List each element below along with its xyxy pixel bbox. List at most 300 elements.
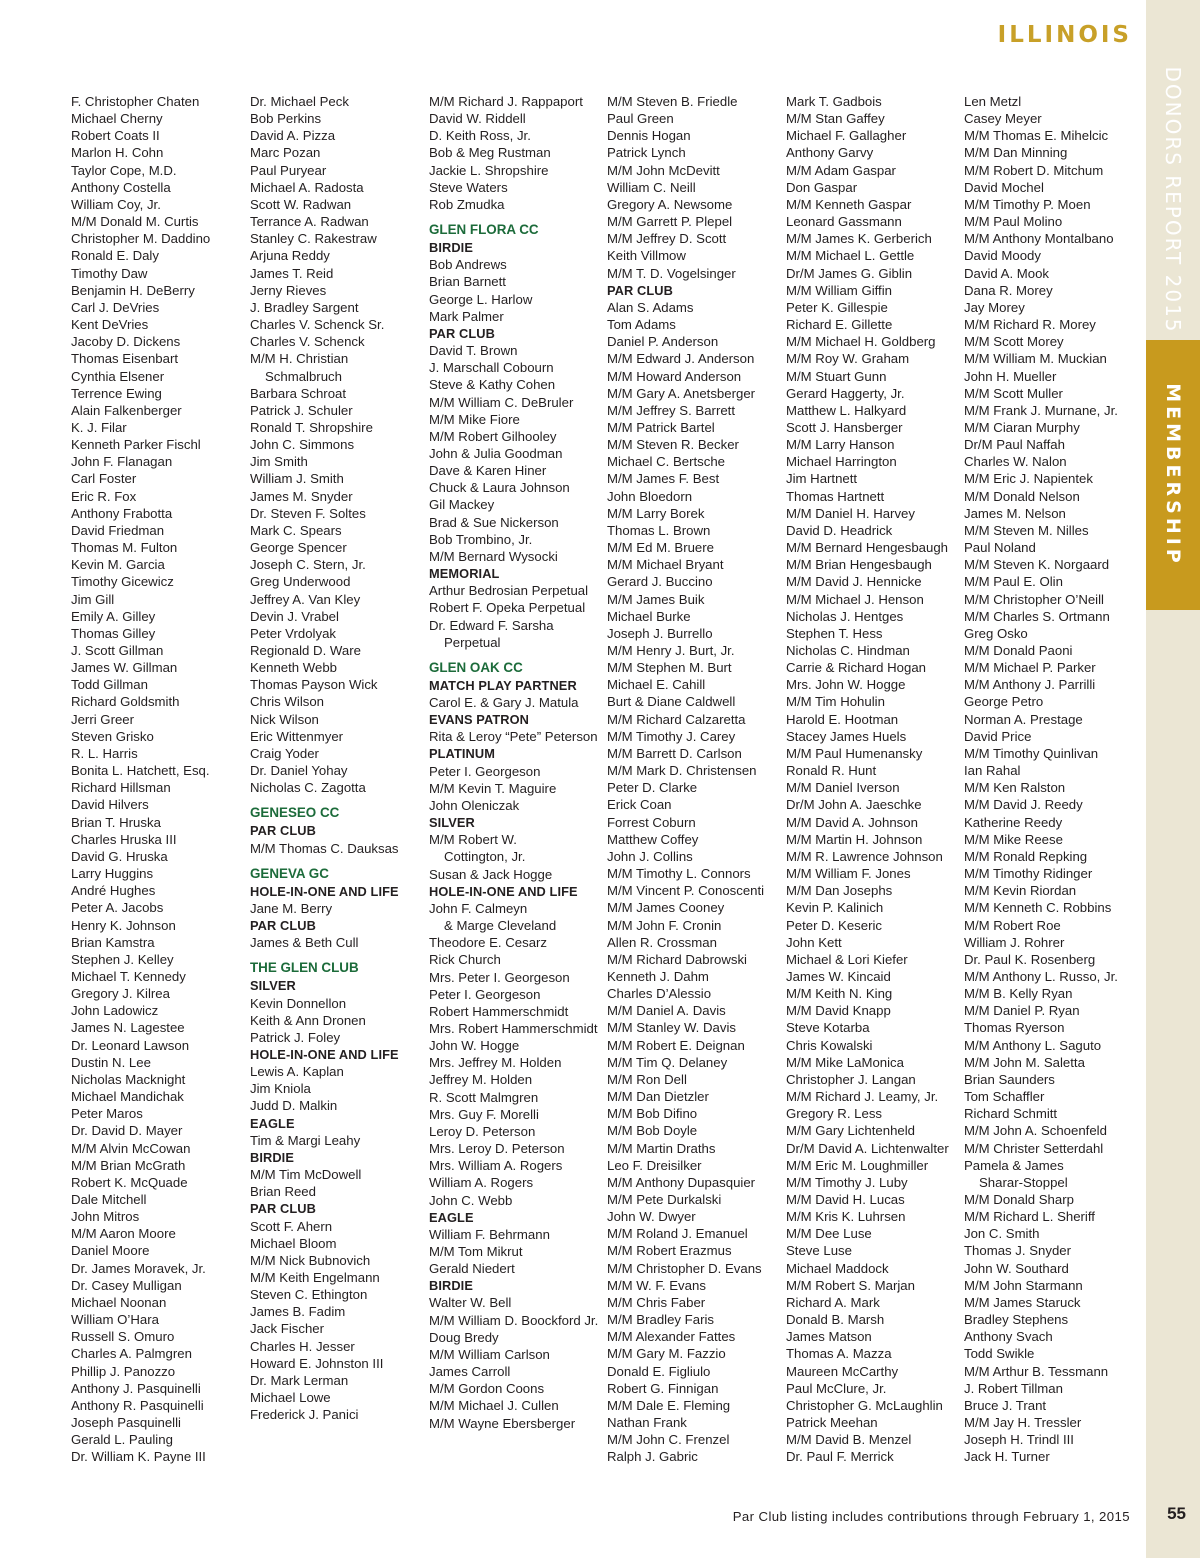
donor-name: Brian Saunders bbox=[964, 1071, 1055, 1087]
donor-name: Tom Schaffler bbox=[964, 1089, 1045, 1105]
donor-name: M/M John C. Frenzel bbox=[607, 1432, 730, 1448]
donor-name: Charles Hruska III bbox=[71, 831, 177, 847]
donor-name: M/M Paul E. Olin bbox=[964, 574, 1063, 590]
donor-name: M/M Bernard Hengesbaugh bbox=[786, 540, 949, 556]
donor-name: Mark T. Gadbois bbox=[786, 94, 882, 109]
donor-name: M/M Stuart Gunn bbox=[786, 368, 887, 384]
donor-name: M/M Dan Minning bbox=[964, 145, 1068, 161]
donor-name: M/M John M. Saletta bbox=[964, 1054, 1085, 1070]
donor-name: Carrie & Richard Hogan bbox=[786, 660, 926, 676]
report-title: DONORS REPORT 2015 bbox=[1161, 66, 1185, 334]
donor-name: M/M Robert E. Deignan bbox=[607, 1037, 745, 1053]
donor-name: Maureen McCarthy bbox=[786, 1363, 899, 1379]
donor-name: George Petro bbox=[964, 694, 1044, 710]
donor-name: M/M Bob Difino bbox=[607, 1106, 698, 1122]
donor-name: M/M Roland J. Emanuel bbox=[607, 1226, 748, 1242]
donor-name: Patrick Meehan bbox=[786, 1415, 878, 1431]
donor-name: James Matson bbox=[786, 1329, 872, 1345]
donor-name: M/M Eric M. Loughmiller bbox=[786, 1157, 929, 1173]
donor-name: Matthew L. Halkyard bbox=[786, 402, 907, 418]
donor-name: Stephen J. Kelley bbox=[71, 951, 174, 967]
donor-level-heading: PAR CLUB bbox=[250, 1201, 316, 1217]
donor-name: M/M James Cooney bbox=[607, 900, 725, 916]
donor-name: Joseph Pasquinelli bbox=[71, 1415, 181, 1431]
donor-name: M/M Richard L. Sheriff bbox=[964, 1209, 1095, 1225]
donor-name: M/M Robert Erazmus bbox=[607, 1243, 732, 1259]
donor-name: John C. Webb bbox=[429, 1192, 513, 1208]
donor-name: Thomas Ryerson bbox=[964, 1020, 1065, 1036]
donor-name: Dustin N. Lee bbox=[71, 1054, 151, 1070]
donor-name: Steve & Kathy Cohen bbox=[429, 377, 556, 393]
donor-name: Joseph C. Stern, Jr. bbox=[250, 557, 366, 573]
donor-name: John Mitros bbox=[71, 1209, 140, 1225]
donor-name: Dave & Karen Hiner bbox=[429, 463, 547, 479]
donor-name: M/M Michael J. Cullen bbox=[429, 1398, 559, 1414]
donor-name: Robert Coats II bbox=[71, 128, 160, 144]
donor-name: Peter A. Jacobs bbox=[71, 900, 164, 916]
donor-name: Robert G. Finnigan bbox=[607, 1380, 719, 1396]
donor-name: Michael Noonan bbox=[71, 1294, 167, 1310]
donor-name: Jeffrey A. Van Kley bbox=[250, 591, 361, 607]
donor-name: Thomas L. Brown bbox=[607, 522, 711, 538]
donor-name: M/M Ed M. Bruere bbox=[607, 540, 714, 556]
donor-name: Jerny Rieves bbox=[250, 282, 327, 298]
donor-name: M/M Alexander Fattes bbox=[607, 1329, 736, 1345]
donor-name: Jane M. Berry bbox=[250, 900, 333, 916]
donor-name: Leroy D. Peterson bbox=[429, 1123, 536, 1139]
donor-name: M/M Ken Ralston bbox=[964, 780, 1066, 796]
donor-name: M/M Gary M. Fazzio bbox=[607, 1346, 726, 1362]
donor-name: M/M Thomas C. Dauksas bbox=[250, 840, 399, 856]
club-name: GENEVA GC bbox=[250, 865, 329, 881]
donor-name: M/M Keith Engelmann bbox=[250, 1270, 380, 1285]
donor-name: M/M Donald M. Curtis bbox=[71, 214, 199, 230]
donor-name: M/M Kris K. Luhrsen bbox=[786, 1209, 906, 1225]
donor-name: M/M Paul Molino bbox=[964, 214, 1063, 230]
donor-name: M/M Richard J. Leamy, Jr. bbox=[786, 1089, 939, 1105]
donor-name: M/M Richard Dabrowski bbox=[607, 951, 747, 967]
donor-name: K. J. Filar bbox=[71, 419, 127, 435]
donor-name: M/M Timothy P. Moen bbox=[964, 196, 1091, 212]
donor-name: James M. Nelson bbox=[964, 505, 1066, 521]
donor-name: M/M Jeffrey S. Barrett bbox=[607, 402, 735, 418]
donor-name: William J. Rohrer bbox=[964, 934, 1065, 950]
donor-name: Peter I. Georgeson bbox=[429, 763, 541, 779]
donor-name: David D. Headrick bbox=[786, 522, 893, 538]
donor-name: Matthew Coffey bbox=[607, 831, 699, 847]
donor-name: M/M Donald Sharp bbox=[964, 1192, 1074, 1207]
donor-name: M/M Ronald Repking bbox=[964, 848, 1088, 864]
donor-name: M/M Michael P. Parker bbox=[964, 660, 1096, 676]
donor-name: Kevin P. Kalinich bbox=[786, 900, 884, 916]
donor-name: John Oleniczak bbox=[429, 797, 520, 813]
donor-name: M/M Christopher O’Neill bbox=[964, 591, 1104, 607]
donor-name: Michael T. Kennedy bbox=[71, 968, 186, 984]
donor-name: Allen R. Crossman bbox=[607, 934, 717, 950]
donor-name: M/M Howard Anderson bbox=[607, 368, 742, 384]
donor-name: M/M Anthony Montalbano bbox=[964, 231, 1114, 247]
donor-column-4 bbox=[607, 93, 764, 1466]
donor-column-1 bbox=[71, 93, 210, 1466]
donor-name: Lewis A. Kaplan bbox=[250, 1064, 344, 1080]
donor-name: M/M Dan Dietzler bbox=[607, 1089, 709, 1105]
donor-name: Brian T. Hruska bbox=[71, 814, 161, 830]
donor-name: Gregory R. Less bbox=[786, 1106, 883, 1122]
donor-name: George Spencer bbox=[250, 540, 347, 556]
donor-name: David W. Riddell bbox=[429, 111, 526, 127]
donor-name: M/M Paul Humenansky bbox=[786, 745, 923, 761]
donor-name: David G. Hruska bbox=[71, 848, 168, 864]
donor-name: M/M Garrett P. Plepel bbox=[607, 214, 733, 230]
donor-name: Leonard Gassmann bbox=[786, 214, 902, 230]
donor-name: Chris Wilson bbox=[250, 694, 325, 710]
donor-name: M/M Anthony Dupasquier bbox=[607, 1174, 756, 1190]
donor-name: Paul Noland bbox=[964, 540, 1036, 556]
donor-name: Richard Goldsmith bbox=[71, 694, 180, 710]
donor-name: Thomas Hartnett bbox=[786, 488, 885, 504]
donor-name: Thomas M. Fulton bbox=[71, 540, 178, 556]
donor-name: M/M R. Lawrence Johnson bbox=[786, 848, 943, 864]
donor-name: Gil Mackey bbox=[429, 497, 495, 513]
donor-name: Devin J. Vrabel bbox=[250, 608, 339, 624]
donor-name: M/M Arthur B. Tessmann bbox=[964, 1363, 1109, 1379]
donor-name: John H. Mueller bbox=[964, 368, 1057, 384]
donor-name: Terrance A. Radwan bbox=[250, 214, 369, 230]
donor-name: Michael C. Bertsche bbox=[607, 454, 725, 470]
donor-name: M/M David J. Hennicke bbox=[786, 574, 922, 590]
donor-name: Kenneth Webb bbox=[250, 660, 338, 676]
donor-name: Nicholas Macknight bbox=[71, 1071, 186, 1087]
donor-name: Howard E. Johnston III bbox=[250, 1355, 384, 1371]
donor-name: M/M Stan Gaffey bbox=[786, 111, 885, 127]
donor-name: M/M Gary Lichtenheld bbox=[786, 1123, 915, 1139]
donor-name: M/M Ciaran Murphy bbox=[964, 419, 1080, 435]
donor-name: Peter Vrdolyak bbox=[250, 625, 337, 641]
donor-name: Jacoby D. Dickens bbox=[71, 334, 181, 350]
donor-name: John & Julia Goodman bbox=[429, 445, 563, 461]
donor-level-heading: SILVER bbox=[429, 815, 475, 831]
donor-name: M/M David A. Johnson bbox=[786, 814, 918, 830]
donor-name: Terrence Ewing bbox=[71, 385, 162, 401]
donor-name: M/M Chris Faber bbox=[607, 1294, 706, 1310]
donor-name: Jackie L. Shropshire bbox=[429, 162, 549, 178]
donor-name: M/M Robert D. Mitchum bbox=[964, 162, 1104, 178]
donor-name: Erick Coan bbox=[607, 797, 672, 813]
donor-name: William C. Neill bbox=[607, 179, 696, 195]
donor-name: M/M William C. DeBruler bbox=[429, 394, 574, 410]
donor-name: M/M John A. Schoenfeld bbox=[964, 1123, 1107, 1139]
donor-name: Russell S. Omuro bbox=[71, 1329, 175, 1345]
donor-name: Eric Wittenmyer bbox=[250, 728, 344, 744]
donor-name: Larry Huggins bbox=[71, 866, 154, 882]
donor-name: Thomas Gilley bbox=[71, 625, 156, 641]
donor-name: M/M David J. Reedy bbox=[964, 797, 1083, 813]
donor-name: M/M Thomas E. Mihelcic bbox=[964, 128, 1109, 144]
donor-name: Charles V. Schenck bbox=[250, 334, 365, 350]
donor-name: M/M Mike Reese bbox=[964, 831, 1063, 847]
donor-level-heading: PAR CLUB bbox=[250, 823, 316, 839]
donor-name: David Hilvers bbox=[71, 797, 149, 813]
donor-name: Michael Lowe bbox=[250, 1390, 331, 1406]
donor-name: M/M Adam Gaspar bbox=[786, 162, 896, 178]
donor-name: Jim Gill bbox=[71, 591, 115, 607]
donor-name: John Ladowicz bbox=[71, 1003, 159, 1019]
donor-name: Cynthia Elsener bbox=[71, 368, 165, 384]
donor-name: John Bloedorn bbox=[607, 488, 693, 504]
donor-name: Thomas A. Mazza bbox=[786, 1346, 892, 1362]
donor-name: M/M Jay H. Tressler bbox=[964, 1415, 1082, 1431]
donor-name: Greg Osko bbox=[964, 625, 1028, 641]
donor-name: Walter W. Bell bbox=[429, 1295, 512, 1311]
donor-name: Steve Kotarba bbox=[786, 1020, 870, 1036]
donor-name: Bruce J. Trant bbox=[964, 1397, 1047, 1413]
donor-name: James M. Snyder bbox=[250, 488, 353, 504]
donor-name: Timothy Daw bbox=[71, 265, 148, 281]
donor-name: M/M Edward J. Anderson bbox=[607, 351, 755, 367]
donor-name: M/M Gordon Coons bbox=[429, 1381, 545, 1397]
donor-name: Burt & Diane Caldwell bbox=[607, 694, 736, 710]
donor-name: Kenneth Parker Fischl bbox=[71, 437, 201, 453]
donor-name: Ronald T. Shropshire bbox=[250, 419, 373, 435]
donor-name: David T. Brown bbox=[429, 343, 518, 359]
donor-level-heading: SILVER bbox=[250, 978, 296, 994]
donor-name: R. Scott Malmgren bbox=[429, 1089, 539, 1105]
donor-name: George L. Harlow bbox=[429, 291, 533, 307]
club-name: THE GLEN CLUB bbox=[250, 960, 359, 976]
donor-name: Stephen T. Hess bbox=[786, 625, 883, 641]
donor-column-3 bbox=[429, 93, 598, 1432]
donor-name: M/M Timothy L. Connors bbox=[607, 866, 751, 882]
donor-name: Anthony Svach bbox=[964, 1329, 1053, 1345]
donor-name: M/M David Knapp bbox=[786, 1003, 891, 1019]
donor-name: M/M Tom Mikrut bbox=[429, 1244, 523, 1259]
donor-name: M/M Nick Bubnovich bbox=[250, 1252, 371, 1268]
donor-name: M/M Brian McGrath bbox=[71, 1157, 186, 1173]
donor-name: M/M Scott Muller bbox=[964, 385, 1063, 401]
donor-name: M/M Bob Doyle bbox=[607, 1123, 698, 1139]
donor-name: M/M William D. Boockford Jr. bbox=[429, 1312, 599, 1328]
donor-name: Kevin M. Garcia bbox=[71, 557, 165, 573]
donor-name-continuation: Perpetual bbox=[444, 634, 501, 650]
donor-name: M/M Richard Calzaretta bbox=[607, 711, 746, 727]
donor-name: M/M Ron Dell bbox=[607, 1071, 687, 1087]
donor-name: Peter D. Keseric bbox=[786, 917, 883, 933]
donor-name: M/M Anthony J. Parrilli bbox=[964, 677, 1096, 693]
donor-name: Steven C. Ethington bbox=[250, 1287, 368, 1303]
donor-name: M/M Michael Bryant bbox=[607, 557, 724, 573]
donor-name: Jim Smith bbox=[250, 454, 308, 470]
donor-name: John W. Hogge bbox=[429, 1038, 520, 1054]
donor-name: M/M Charles S. Ortmann bbox=[964, 608, 1110, 624]
donor-name: M/M Kevin Riordan bbox=[964, 883, 1077, 899]
donor-name: Kevin Donnellon bbox=[250, 995, 347, 1011]
donor-name: M/M Dan Josephs bbox=[786, 883, 893, 899]
donor-name: Peter D. Clarke bbox=[607, 780, 698, 796]
donor-level-heading: EAGLE bbox=[429, 1209, 474, 1225]
donor-name: Daniel Moore bbox=[71, 1243, 150, 1259]
club-name: GENESEO CC bbox=[250, 805, 340, 821]
donor-name: J. Robert Tillman bbox=[964, 1380, 1063, 1396]
donor-name: M/M Donald Paoni bbox=[964, 643, 1073, 658]
donor-name: David Price bbox=[964, 728, 1032, 744]
donor-name: Casey Meyer bbox=[964, 111, 1042, 127]
donor-name: Michael F. Gallagher bbox=[786, 128, 907, 144]
donor-name: Anthony Costella bbox=[71, 179, 171, 195]
donor-name: Ronald R. Hunt bbox=[786, 763, 877, 779]
donor-name: Norman A. Prestage bbox=[964, 711, 1083, 727]
donor-name-continuation: Sharar-Stoppel bbox=[979, 1174, 1068, 1190]
donor-name: Richard Schmitt bbox=[964, 1106, 1058, 1122]
donor-name-continuation: Cottington, Jr. bbox=[444, 849, 526, 865]
donor-name: M/M William Giffin bbox=[786, 282, 892, 298]
donor-name: John W. Dwyer bbox=[607, 1209, 696, 1225]
donor-name: Anthony J. Pasquinelli bbox=[71, 1380, 201, 1396]
donor-name: Henry K. Johnson bbox=[71, 917, 176, 933]
donor-name: Dr/M David A. Lichtenwalter bbox=[786, 1140, 949, 1156]
donor-level-heading: EAGLE bbox=[250, 1115, 295, 1131]
donor-name: M/M Dale E. Fleming bbox=[607, 1397, 731, 1413]
donor-level-heading: MEMORIAL bbox=[429, 566, 500, 582]
donor-name: Dr/M James G. Giblin bbox=[786, 265, 913, 281]
donor-name: Dr/M John A. Jaeschke bbox=[786, 797, 922, 813]
donor-name: M/M Tim McDowell bbox=[250, 1167, 362, 1183]
donor-name: Jerri Greer bbox=[71, 711, 135, 727]
donor-name: Thomas Eisenbart bbox=[71, 351, 179, 367]
donor-name: M/M Steven M. Nilles bbox=[964, 522, 1089, 538]
donor-name: M/M T. D. Vogelsinger bbox=[607, 265, 736, 281]
donor-name: M/M Wayne Ebersberger bbox=[429, 1415, 576, 1431]
donor-name: Harold E. Hootman bbox=[786, 711, 899, 727]
donor-name: M/M David B. Menzel bbox=[786, 1432, 912, 1448]
donor-name: M/M Jeffrey D. Scott bbox=[607, 231, 727, 247]
footer-note: Par Club listing includes contributions through February 1, 2015 bbox=[732, 1509, 1130, 1524]
donor-name: Dr. Edward F. Sarsha bbox=[429, 617, 554, 633]
donor-name: M/M Robert S. Marjan bbox=[786, 1277, 915, 1293]
donor-name: M/M William M. Muckian bbox=[964, 351, 1107, 367]
donor-name: David A. Pizza bbox=[250, 128, 336, 144]
donor-name: M/M Steven B. Friedle bbox=[607, 94, 738, 109]
donor-name: André Hughes bbox=[71, 883, 156, 899]
donor-name: Michael Mandichak bbox=[71, 1089, 184, 1105]
donor-name: D. Keith Ross, Jr. bbox=[429, 128, 531, 144]
donor-name: John C. Simmons bbox=[250, 437, 355, 453]
donor-name: M/M Patrick Bartel bbox=[607, 419, 715, 435]
donor-name: M/M Daniel A. Davis bbox=[607, 1003, 726, 1019]
donor-name: Kenneth J. Dahm bbox=[607, 968, 709, 984]
section-label: MEMBERSHIP bbox=[1162, 383, 1184, 567]
donor-name: Nicholas J. Hentges bbox=[786, 608, 904, 624]
donor-name: Frederick J. Panici bbox=[250, 1407, 359, 1423]
club-name: GLEN FLORA CC bbox=[429, 222, 539, 238]
donor-name: Mrs. William A. Rogers bbox=[429, 1158, 563, 1174]
page-number: 55 bbox=[1167, 1504, 1186, 1523]
donor-name: Rob Zmudka bbox=[429, 196, 505, 212]
donor-name: F. Christopher Chaten bbox=[71, 94, 200, 109]
donor-name: Michael & Lori Kiefer bbox=[786, 951, 908, 967]
donor-name: Barbara Schroat bbox=[250, 385, 347, 401]
donor-name: Carl Foster bbox=[71, 471, 137, 487]
donor-name: Bradley Stephens bbox=[964, 1312, 1069, 1328]
donor-name: Benjamin H. DeBerry bbox=[71, 282, 195, 298]
donor-name: M/M Mike LaMonica bbox=[786, 1054, 904, 1070]
donor-name: Mrs. John W. Hogge bbox=[786, 677, 906, 693]
donor-name: M/M Kevin T. Maguire bbox=[429, 780, 557, 796]
donor-name: Robert F. Opeka Perpetual bbox=[429, 600, 586, 616]
donor-name: Dr. Paul F. Merrick bbox=[786, 1449, 894, 1465]
donor-name: Jon C. Smith bbox=[964, 1226, 1040, 1242]
donor-name: John F. Flanagan bbox=[71, 454, 173, 470]
donor-name: M/M Mike Fiore bbox=[429, 411, 520, 427]
donor-name: M/M B. Kelly Ryan bbox=[964, 986, 1073, 1002]
donor-name: M/M Michael L. Gettle bbox=[786, 248, 915, 264]
donor-name: John Kett bbox=[786, 934, 842, 950]
donor-name: M/M William Carlson bbox=[429, 1346, 550, 1362]
donor-name: M/M Michael J. Henson bbox=[786, 591, 924, 607]
donor-level-heading: PAR CLUB bbox=[607, 282, 673, 298]
donor-name: Thomas Payson Wick bbox=[250, 677, 378, 693]
donor-name: M/M Anthony L. Saguto bbox=[964, 1037, 1102, 1053]
donor-name: Dr. Mark Lerman bbox=[250, 1372, 349, 1388]
donor-name: Dr. Casey Mulligan bbox=[71, 1277, 182, 1293]
donor-name: James W. Gillman bbox=[71, 660, 178, 676]
donor-name: Ian Rahal bbox=[964, 763, 1021, 779]
donor-name: Nick Wilson bbox=[250, 711, 319, 727]
donor-name: R. L. Harris bbox=[71, 745, 138, 761]
donor-name: Eric R. Fox bbox=[71, 488, 137, 504]
donor-name: Judd D. Malkin bbox=[250, 1098, 338, 1114]
donor-name: Don Gaspar bbox=[786, 179, 858, 195]
donor-name: Jim Hartnett bbox=[786, 471, 858, 487]
donor-name: Paul Puryear bbox=[250, 162, 327, 178]
donor-name: Brad & Sue Nickerson bbox=[429, 514, 559, 530]
donor-name: Arjuna Reddy bbox=[250, 248, 330, 264]
donor-name: Mark C. Spears bbox=[250, 522, 342, 538]
donor-column-2 bbox=[250, 93, 399, 1423]
donor-name: Alain Falkenberger bbox=[71, 402, 182, 418]
donor-name: Jack H. Turner bbox=[964, 1449, 1050, 1465]
donor-name: Keith & Ann Dronen bbox=[250, 1012, 366, 1028]
donor-level-heading: PAR CLUB bbox=[250, 918, 316, 934]
donor-name: Mrs. Guy F. Morelli bbox=[429, 1106, 539, 1122]
donor-name: William A. Rogers bbox=[429, 1175, 534, 1191]
donor-name: M/M Michael H. Goldberg bbox=[786, 334, 936, 350]
donor-name: M/M William F. Jones bbox=[786, 866, 911, 882]
donor-name: M/M Brian Hengesbaugh bbox=[786, 557, 932, 573]
donor-name: Phillip J. Panozzo bbox=[71, 1363, 176, 1379]
donor-name: M/M John Starmann bbox=[964, 1277, 1083, 1293]
donor-name: M/M Richard R. Morey bbox=[964, 317, 1096, 333]
donor-name: Patrick J. Schuler bbox=[250, 402, 353, 418]
donor-name: M/M Christer Setterdahl bbox=[964, 1140, 1104, 1156]
donor-name: Charles D’Alessio bbox=[607, 986, 712, 1002]
donor-name-continuation: & Marge Cleveland bbox=[444, 918, 557, 934]
donor-name: Tim & Margi Leahy bbox=[250, 1132, 361, 1148]
donor-name: James Carroll bbox=[429, 1364, 511, 1380]
donor-name: Nicholas C. Zagotta bbox=[250, 780, 366, 796]
donor-name: Kent DeVries bbox=[71, 317, 149, 333]
donor-name: M/M Robert Roe bbox=[964, 917, 1061, 933]
donor-name: Michael E. Cahill bbox=[607, 677, 706, 693]
donor-name: M/M Vincent P. Conoscenti bbox=[607, 883, 765, 899]
donor-name: J. Marschall Cobourn bbox=[429, 360, 554, 376]
donor-name: M/M Martin H. Johnson bbox=[786, 831, 923, 847]
donor-name: M/M Robert Gilhooley bbox=[429, 428, 557, 444]
donor-name: Michael A. Radosta bbox=[250, 179, 364, 195]
donor-name: Dale Mitchell bbox=[71, 1192, 147, 1207]
donor-name: Jay Morey bbox=[964, 299, 1025, 315]
donor-name: M/M Steven K. Norgaard bbox=[964, 557, 1110, 573]
donor-name: M/M Timothy Ridinger bbox=[964, 866, 1093, 882]
